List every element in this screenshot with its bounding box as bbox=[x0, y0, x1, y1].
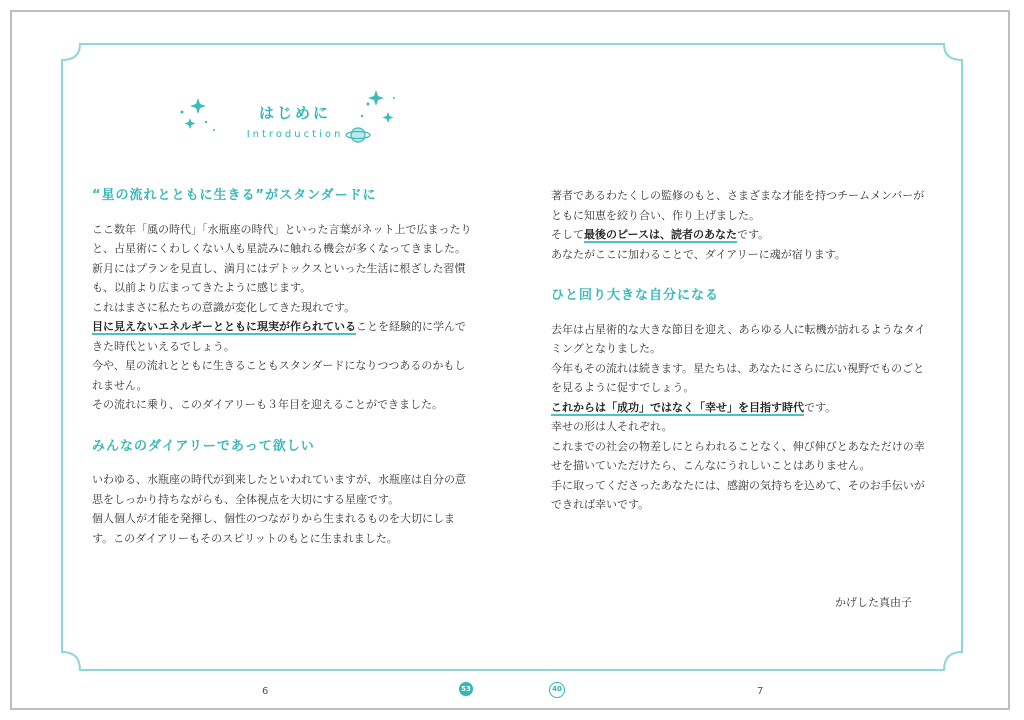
paragraph: その流れに乗り、このダイアリーも３年目を迎えることができました。 bbox=[92, 398, 444, 411]
paragraph: 手に取ってくださったあなたには、感謝の気持ちを込めて、そのお手伝いができれば幸いです。 bbox=[551, 478, 925, 511]
paragraph-emphasis bbox=[551, 398, 933, 418]
paragraph: ここ数年「風の時代」「水瓶座の時代」といった言葉がネット上で広まったりと、占星術にくわしくない人も星読みに触れる機会が多くなってきました。 bbox=[92, 222, 472, 255]
emphasis-text: これからは「成功」ではなく「幸せ」を目指す時代 bbox=[551, 400, 804, 414]
paragraph: 去年は占星術的な大きな節目を迎え、あらゆる人に転機が訪れるようなタイミングとなりました。 bbox=[551, 322, 926, 355]
paragraph-text: です。 bbox=[804, 400, 837, 414]
paragraph: これはまさに私たちの意識が変化してきた現れです。 bbox=[92, 300, 356, 314]
section-header bbox=[240, 102, 350, 140]
paragraph: 新月にはプランを見直し、満月にはデトックスといった生活に根ざした習慣も、以前より広まってきたように感じます。 bbox=[92, 261, 466, 294]
left-column bbox=[92, 186, 474, 548]
emphasis-text: 目に見えないエネルギーとともに現実が作られている bbox=[92, 320, 356, 333]
paragraph: 今年もその流れは続きます。星たちは、あなたにさらに広い視野でものごとを見るように促すでしょう。 bbox=[551, 361, 925, 394]
page-badge-right: 40 bbox=[549, 682, 565, 698]
section-title-standard: “星の流れとともに生きる”がスタンダードに bbox=[92, 188, 377, 203]
right-column bbox=[551, 186, 933, 515]
paragraph-emphasis bbox=[92, 317, 474, 356]
author-signature: かげした真由子 bbox=[835, 596, 912, 609]
paragraph-emphasis bbox=[551, 225, 933, 245]
paragraph: 幸せの形は人それぞれ。 bbox=[551, 420, 673, 433]
page-badge-left: 53 bbox=[459, 682, 473, 696]
paragraph-text: です。 bbox=[737, 228, 770, 241]
header-title: はじめに bbox=[258, 104, 331, 122]
page-number-right: 7 bbox=[757, 686, 764, 697]
emphasis-text: 最後のピースは、読者のあなた bbox=[584, 228, 738, 241]
paragraph: 著者であるわたくしの監修のもと、さまざまな才能を持つチームメンバーがともに知恵を絞り合い、作り上げました。 bbox=[551, 189, 925, 222]
header-subtitle: Introduction bbox=[246, 129, 344, 140]
section-title-diary: みんなのダイアリーであって欲しい bbox=[92, 438, 315, 454]
paragraph: 個人個人が才能を発揮し、個性のつながりから生まれるものを大切にします。このダイアリーもそのスピリットのもとに生まれました。 bbox=[92, 512, 455, 545]
paragraph: あなたがここに加わることで、ダイアリーに魂が宿ります。 bbox=[551, 247, 846, 261]
paragraph-text: そして bbox=[551, 228, 584, 241]
paragraph: 今や、星の流れとともに生きることもスタンダードになりつつあるのかもしれません。 bbox=[92, 359, 466, 392]
page-number-left: 6 bbox=[262, 686, 269, 697]
paragraph: いわゆる、水瓶座の時代が到来したといわれていますが、水瓶座は自分の意思をしっかり持ちながらも、全体視点を大切にする星座です。 bbox=[92, 473, 466, 506]
section-title-growth: ひと回り大きな自分になる bbox=[551, 288, 720, 303]
paragraph-text: ことを経験的に学んできた時代といえるでしょう。 bbox=[92, 320, 466, 353]
paragraph: これまでの社会の物差しにとらわれることなく、伸び伸びとあなただけの幸せを描いていただけたら、こんなにうれしいことはありません。 bbox=[551, 439, 925, 472]
